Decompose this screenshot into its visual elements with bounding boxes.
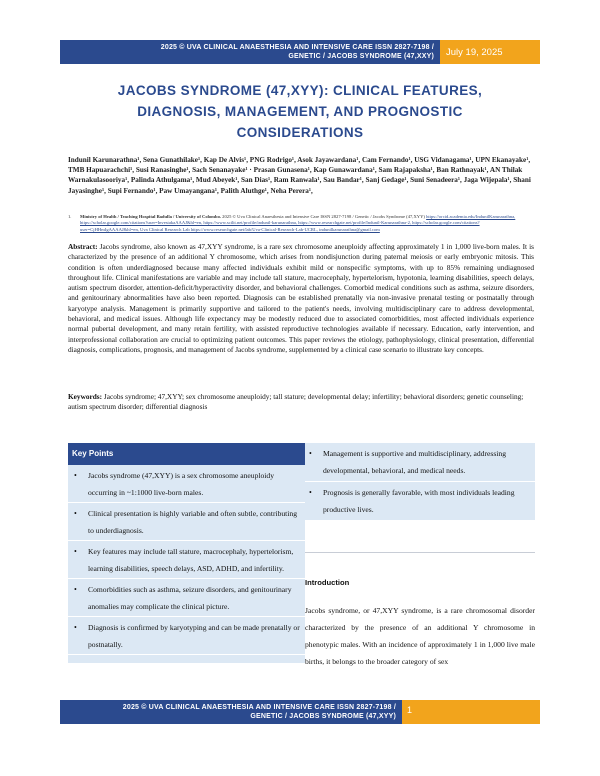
- abstract-text: Jacobs syndrome, also known as 47,XYY syndrome, is a rare sex chromosome aneuploidy affecting approximately 1 in 1,000 live-born males. It is characterized by the presence of an additional Y chromosome, which arises from nondisjunction during paternal meiosis or early embryonic mitosis. This condition is often underdiagnosed because many affected individuals exhibit mild or nonspecific symptoms, with up to 85% remaining undiagnosed throughout life. Clinical manifestations are variable and may include tall stature, macrocephaly, hypertelorism, hypotonia, learning disabilities, speech delays, autism spectrum disorder, attention-deficit/hyperactivity disorder, and behavioral challenges. Comorbid medical conditions such as asthma, seizure disorders, and genitourinary abnormalities have also been reported. Diagnosis can be established prenatally via non-invasive prenatal testing or postnatally through karyotype analysis. Management is primarily supportive and tailored to the patient's needs, involving multidisciplinary care to address developmental, behavioral, and medical issues. Although life expectancy may be modestly reduced due to associated comorbidities, most affected individuals experience normal pubertal development, and many retain fertility, with assisted reproductive technologies available if necessary. Education, early intervention, and interprofessional collaboration are crucial to optimizing patient outcomes. This paper reviews the etiology, pathophysiology, clinical presentation, differential diagnosis, complications, prognosis, and management of Jacobs syndrome, supplemented by a clinical case scenario to illustrate key concepts.: [68, 242, 534, 354]
- key-point-item: • Key features may include tall stature, macrocephaly, hypertelorism, learning disabilities, speech delays, ASD, ADHD, and infertility.: [68, 541, 305, 579]
- affiliation-links[interactable]: https://orcid.academia.edu/IndunilKarunarathna, https://scholar.google.com/citations?user=InvestakaAAAJ&hl=en, https://www.scilit.net/profile/indunil-karunarathna, https://www.researchgate.net/profile/Indunil-Karunarathna-2, https://scholar.google.com/citations?user=CjHHmIgAAAAJ&hl=en, Uva Clinical Research Lab https://www.researchgate.net/lab/Uva-Clinical-Research-Lab-UCRL, indunilkarunarathna@gmail.com: [80, 214, 516, 232]
- introduction-heading: Introduction: [305, 578, 350, 587]
- bullet-icon: •: [74, 585, 77, 594]
- key-points-box: [68, 443, 305, 663]
- key-point-item: • Clinical presentation is highly variable and often subtle, contributing to underdiagnosis.: [68, 503, 305, 541]
- affiliation-journal: 2025 © Uva Clinical Anaesthesia and Intensive Care ISSN 2827-7198 / Genetic / Jacobs Syndrome (47,XYY): [222, 214, 425, 219]
- key-point-item: • Comorbidities such as asthma, seizure disorders, and genitourinary anomalies may complicate the clinical picture.: [68, 579, 305, 617]
- header-journal-line-1: 2025 © UVA CLINICAL ANAESTHESIA AND INTENSIVE CARE ISSN 2827-7198 /: [160, 44, 434, 51]
- key-points-continued-list: [305, 443, 535, 521]
- page-number: 1: [402, 700, 540, 724]
- header-journal-line-2: GENETIC / JACOBS SYNDROME (47,XXY): [288, 53, 434, 60]
- abstract: [68, 242, 534, 355]
- affiliation: [68, 214, 536, 233]
- key-points-list: [68, 465, 305, 655]
- affiliation-institution: Ministry of Health / Teaching Hospital Badulla / University of Colombo.: [80, 214, 222, 219]
- bullet-icon: •: [74, 471, 77, 480]
- bullet-icon: •: [74, 623, 77, 632]
- footer-journal-info: [60, 700, 402, 724]
- keywords-label: Keywords:: [68, 392, 103, 401]
- section-divider: [305, 552, 535, 553]
- bullet-icon: •: [309, 449, 312, 458]
- header-journal-info: [60, 40, 440, 64]
- title-line-1: JACOBS SYNDROME (47,XYY): CLINICAL FEATURES,: [117, 83, 483, 98]
- page-footer: [60, 700, 540, 724]
- key-point-item: • Prognosis is generally favorable, with most individuals leading productive lives.: [305, 482, 535, 521]
- author-list: Indunil Karunarathna¹, Sena Gunathilake¹, Kap De Alvis¹, PNG Rodrigo¹, Asok Jayawardana¹, Cam Fernando¹, USG Vidanagama¹, UPN Ekanayake¹, TMB Hapuarachchi¹, Susi Ranasinghe¹, Sach Senanayake¹ · Prasan Gunasena¹, Kap Gunawardana¹, Sam Rajapaksha¹, Ban Rathnayak¹, AN Thilak Warnakulasooriya¹, Palinda Athulgama¹, Mud Abeyek¹, San Dias¹, Ram Ranwala¹, Sau Bandar¹, Sanj Gedage¹, Suni Senadeera¹, Jaga Wijepala¹, Shani Jayasinghe¹, Supi Fernando¹, Paw Umayangana¹, Palith Aluthge¹, Neha Perera¹,: [68, 156, 531, 195]
- paper-title: [70, 80, 530, 143]
- title-line-2: DIAGNOSIS, MANAGEMENT, AND PROGNOSTIC: [137, 104, 463, 119]
- footer-journal-line-2: GENETIC / JACOBS SYNDROME (47,XYY): [250, 713, 396, 720]
- footer-journal-line-1: 2025 © UVA CLINICAL ANAESTHESIA AND INTENSIVE CARE ISSN 2827-7198 /: [122, 704, 396, 711]
- key-points-continued-box: [305, 443, 535, 521]
- bullet-icon: •: [74, 547, 77, 556]
- key-point-item: • Diagnosis is confirmed by karyotyping and can be made prenatally or postnatally.: [68, 617, 305, 655]
- key-points-heading: Key Points: [68, 443, 305, 465]
- keywords-text: Jacobs syndrome; 47,XYY; sex chromosome aneuploidy; tall stature; developmental delay; infertility; behavioral disorders; genetic counseling; autism spectrum disorder; differential diagnosis: [68, 392, 524, 412]
- affiliation-number: 1.: [68, 214, 72, 219]
- bullet-icon: •: [74, 509, 77, 518]
- page-header: [60, 40, 540, 64]
- abstract-label: Abstract:: [68, 242, 98, 251]
- introduction-text: Jacobs syndrome, or 47,XYY syndrome, is a rare chromosomal disorder characterized by the presence of an additional Y chromosome in phenotypic males. With an incidence of approximately 1 in 1,000 live male births, it belongs to the broader category of sex: [305, 606, 535, 666]
- title-line-3: CONSIDERATIONS: [236, 125, 364, 140]
- header-date: July 19, 2025: [440, 40, 540, 64]
- key-point-item: • Management is supportive and multidisciplinary, addressing developmental, behavioral, and medical needs.: [305, 443, 535, 482]
- key-point-item: • Jacobs syndrome (47,XYY) is a sex chromosome aneuploidy occurring in ~1:1000 live-born males.: [68, 465, 305, 503]
- bullet-icon: •: [309, 488, 312, 497]
- keywords: [68, 392, 534, 413]
